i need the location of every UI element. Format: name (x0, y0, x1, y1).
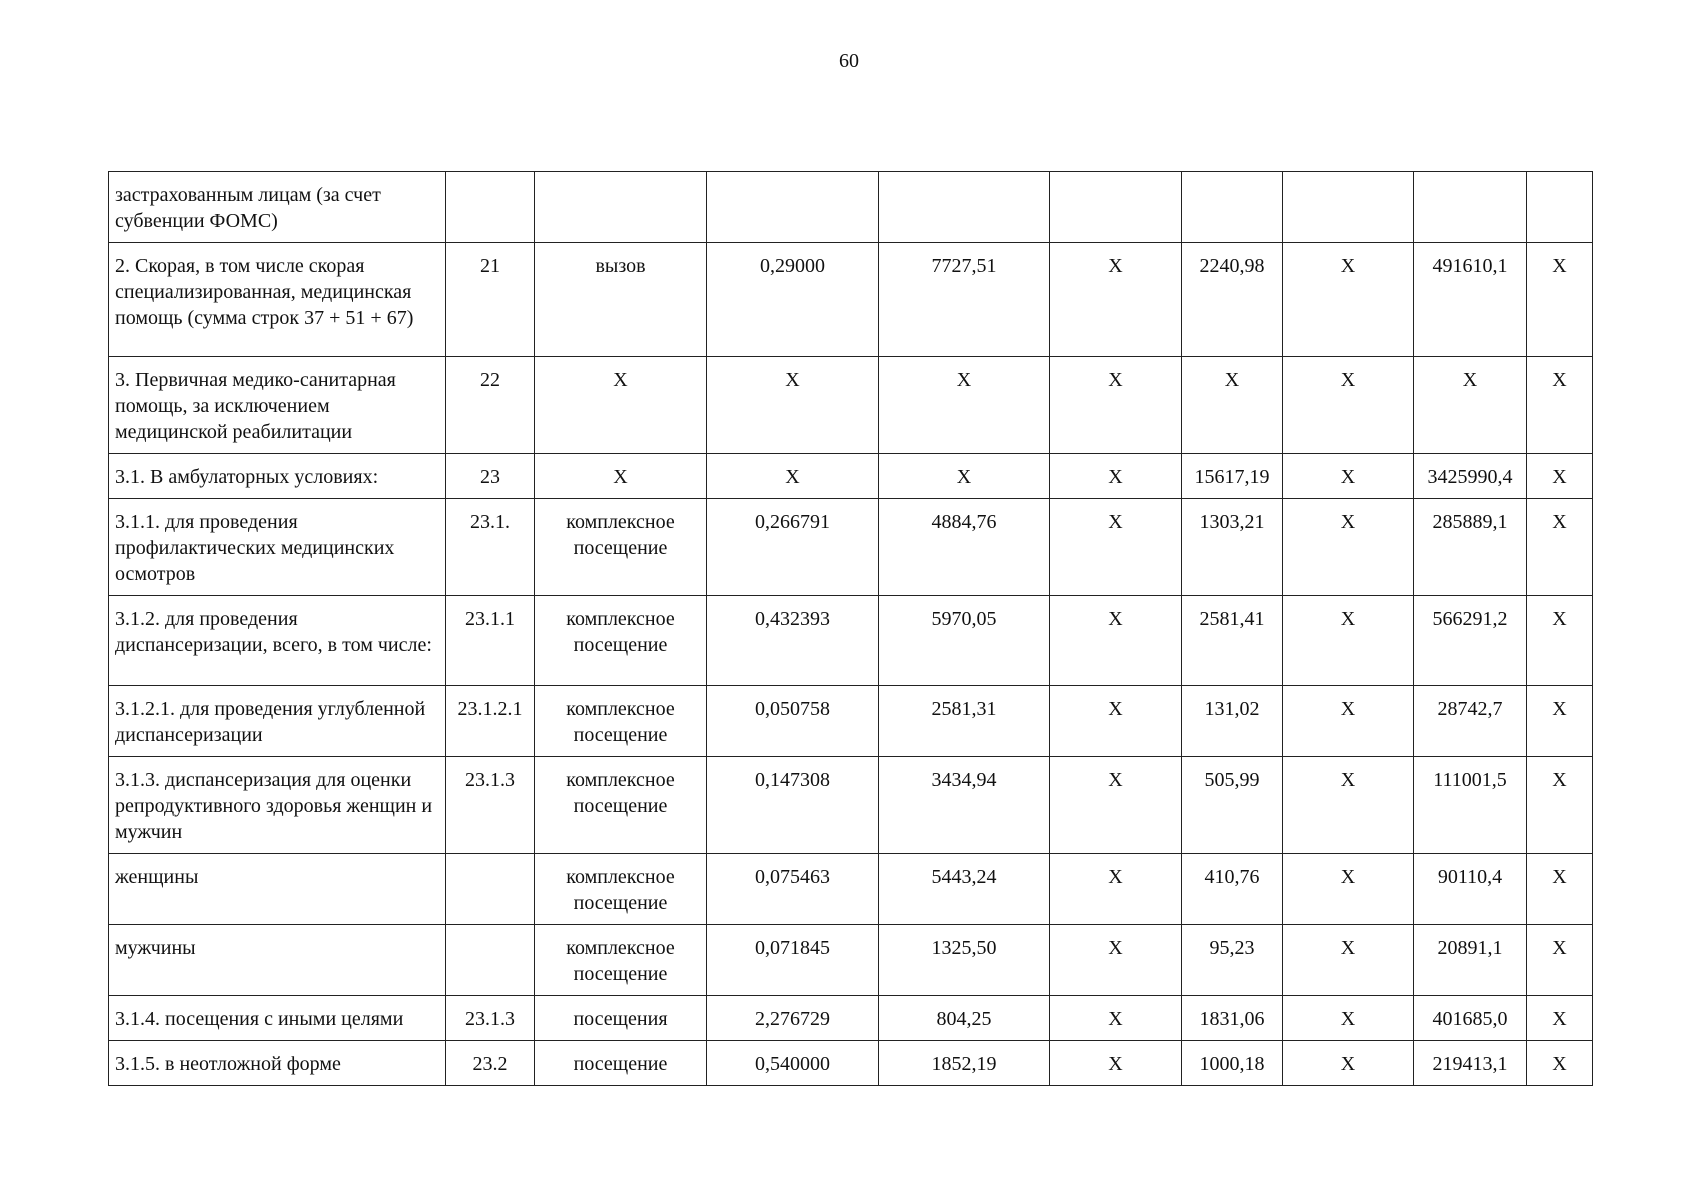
row-name-cell: женщины (109, 854, 446, 925)
row-col9-cell: 285889,1 (1414, 499, 1527, 596)
row-col7-cell: X (1182, 357, 1283, 454)
row-norm-cell: X (707, 454, 879, 499)
row-col8-cell: X (1283, 757, 1414, 854)
row-col6-cell: X (1050, 1041, 1182, 1086)
row-norm-cell: 2,276729 (707, 996, 879, 1041)
row-col10-cell: X (1527, 1041, 1593, 1086)
row-col10-cell: X (1527, 757, 1593, 854)
row-col6-cell: X (1050, 925, 1182, 996)
table-row (109, 499, 1593, 596)
table-row (109, 172, 1593, 243)
row-line-number-cell: 23.1.2.1 (446, 686, 535, 757)
row-col8-cell: X (1283, 1041, 1414, 1086)
row-col7-cell: 2581,41 (1182, 596, 1283, 686)
row-col7-cell: 2240,98 (1182, 243, 1283, 357)
row-col9-cell (1414, 172, 1527, 243)
table-row (109, 686, 1593, 757)
row-col7-cell: 1831,06 (1182, 996, 1283, 1041)
row-name-cell: 3.1.5. в неотложной форме (109, 1041, 446, 1086)
row-col6-cell: X (1050, 243, 1182, 357)
row-cost-cell: 3434,94 (879, 757, 1050, 854)
row-col9-cell: X (1414, 357, 1527, 454)
row-col9-cell: 3425990,4 (1414, 454, 1527, 499)
row-col9-cell: 491610,1 (1414, 243, 1527, 357)
row-line-number-cell: 23.1.3 (446, 757, 535, 854)
row-unit-cell: вызов (535, 243, 707, 357)
row-col8-cell: X (1283, 454, 1414, 499)
row-col8-cell: X (1283, 596, 1414, 686)
row-cost-cell: X (879, 454, 1050, 499)
row-norm-cell: 0,071845 (707, 925, 879, 996)
row-norm-cell: 0,050758 (707, 686, 879, 757)
row-col7-cell: 1000,18 (1182, 1041, 1283, 1086)
row-col10-cell: X (1527, 596, 1593, 686)
table-row (109, 243, 1593, 357)
row-col10-cell: X (1527, 454, 1593, 499)
row-cost-cell: X (879, 357, 1050, 454)
row-line-number-cell (446, 854, 535, 925)
row-col8-cell: X (1283, 499, 1414, 596)
table-row (109, 757, 1593, 854)
row-name-cell: застрахованным лицам (за счет субвенции ФОМС) (109, 172, 446, 243)
row-col10-cell (1527, 172, 1593, 243)
row-col6-cell: X (1050, 757, 1182, 854)
row-col7-cell: 95,23 (1182, 925, 1283, 996)
row-col6-cell: X (1050, 454, 1182, 499)
row-col10-cell: X (1527, 996, 1593, 1041)
row-col6-cell: X (1050, 499, 1182, 596)
row-col9-cell: 566291,2 (1414, 596, 1527, 686)
table-row (109, 925, 1593, 996)
row-col7-cell: 1303,21 (1182, 499, 1283, 596)
table-row (109, 454, 1593, 499)
row-col10-cell: X (1527, 925, 1593, 996)
row-unit-cell: посещения (535, 996, 707, 1041)
row-col9-cell: 401685,0 (1414, 996, 1527, 1041)
row-line-number-cell: 23.1.1 (446, 596, 535, 686)
row-name-cell: 3. Первичная медико-санитарная помощь, за исключением медицинской реабилитации (109, 357, 446, 454)
row-col9-cell: 111001,5 (1414, 757, 1527, 854)
row-col6-cell (1050, 172, 1182, 243)
row-col10-cell: X (1527, 499, 1593, 596)
row-unit-cell: X (535, 454, 707, 499)
row-cost-cell: 1325,50 (879, 925, 1050, 996)
row-col7-cell: 410,76 (1182, 854, 1283, 925)
row-unit-cell: X (535, 357, 707, 454)
row-line-number-cell: 23.1.3 (446, 996, 535, 1041)
row-unit-cell (535, 172, 707, 243)
row-line-number-cell: 22 (446, 357, 535, 454)
row-norm-cell: 0,147308 (707, 757, 879, 854)
row-col10-cell: X (1527, 854, 1593, 925)
row-col9-cell: 219413,1 (1414, 1041, 1527, 1086)
row-col8-cell: X (1283, 686, 1414, 757)
row-name-cell: 3.1. В амбулаторных условиях: (109, 454, 446, 499)
table-row (109, 357, 1593, 454)
row-col9-cell: 28742,7 (1414, 686, 1527, 757)
row-unit-cell: посещение (535, 1041, 707, 1086)
row-col6-cell: X (1050, 854, 1182, 925)
row-name-cell: 2. Скорая, в том числе скорая специализированная, медицинская помощь (сумма строк 37 + 51 + 67) (109, 243, 446, 357)
row-norm-cell: 0,075463 (707, 854, 879, 925)
row-unit-cell: комплексное посещение (535, 925, 707, 996)
row-norm-cell (707, 172, 879, 243)
row-cost-cell (879, 172, 1050, 243)
row-line-number-cell: 23 (446, 454, 535, 499)
row-cost-cell: 7727,51 (879, 243, 1050, 357)
row-name-cell: 3.1.4. посещения с иными целями (109, 996, 446, 1041)
row-name-cell: 3.1.1. для проведения профилактических медицинских осмотров (109, 499, 446, 596)
row-line-number-cell: 23.1. (446, 499, 535, 596)
row-name-cell: мужчины (109, 925, 446, 996)
row-col7-cell (1182, 172, 1283, 243)
row-col7-cell: 505,99 (1182, 757, 1283, 854)
row-cost-cell: 2581,31 (879, 686, 1050, 757)
row-col8-cell: X (1283, 925, 1414, 996)
row-norm-cell: 0,540000 (707, 1041, 879, 1086)
row-cost-cell: 4884,76 (879, 499, 1050, 596)
row-col8-cell: X (1283, 357, 1414, 454)
row-col8-cell (1283, 172, 1414, 243)
row-name-cell: 3.1.3. диспансеризация для оценки репродуктивного здоровья женщин и мужчин (109, 757, 446, 854)
row-norm-cell: 0,29000 (707, 243, 879, 357)
row-unit-cell: комплексное посещение (535, 596, 707, 686)
row-unit-cell: комплексное посещение (535, 499, 707, 596)
row-col10-cell: X (1527, 357, 1593, 454)
row-norm-cell: 0,266791 (707, 499, 879, 596)
table-row (109, 996, 1593, 1041)
row-norm-cell: 0,432393 (707, 596, 879, 686)
row-unit-cell: комплексное посещение (535, 686, 707, 757)
row-col9-cell: 90110,4 (1414, 854, 1527, 925)
row-col6-cell: X (1050, 996, 1182, 1041)
row-col7-cell: 15617,19 (1182, 454, 1283, 499)
row-col9-cell: 20891,1 (1414, 925, 1527, 996)
row-line-number-cell: 23.2 (446, 1041, 535, 1086)
row-unit-cell: комплексное посещение (535, 854, 707, 925)
row-col10-cell: X (1527, 686, 1593, 757)
row-cost-cell: 5970,05 (879, 596, 1050, 686)
row-cost-cell: 1852,19 (879, 1041, 1050, 1086)
row-col7-cell: 131,02 (1182, 686, 1283, 757)
row-unit-cell: комплексное посещение (535, 757, 707, 854)
row-col6-cell: X (1050, 686, 1182, 757)
row-col8-cell: X (1283, 854, 1414, 925)
table-row (109, 1041, 1593, 1086)
data-table (108, 171, 1593, 1086)
page-number: 60 (839, 50, 859, 72)
row-name-cell: 3.1.2. для проведения диспансеризации, всего, в том числе: (109, 596, 446, 686)
row-line-number-cell: 21 (446, 243, 535, 357)
row-line-number-cell (446, 172, 535, 243)
row-name-cell: 3.1.2.1. для проведения углубленной диспансеризации (109, 686, 446, 757)
row-cost-cell: 5443,24 (879, 854, 1050, 925)
row-cost-cell: 804,25 (879, 996, 1050, 1041)
row-col6-cell: X (1050, 596, 1182, 686)
row-col10-cell: X (1527, 243, 1593, 357)
row-line-number-cell (446, 925, 535, 996)
row-col8-cell: X (1283, 996, 1414, 1041)
table-body (109, 172, 1593, 1086)
table-row (109, 596, 1593, 686)
row-col6-cell: X (1050, 357, 1182, 454)
row-norm-cell: X (707, 357, 879, 454)
row-col8-cell: X (1283, 243, 1414, 357)
table-row (109, 854, 1593, 925)
